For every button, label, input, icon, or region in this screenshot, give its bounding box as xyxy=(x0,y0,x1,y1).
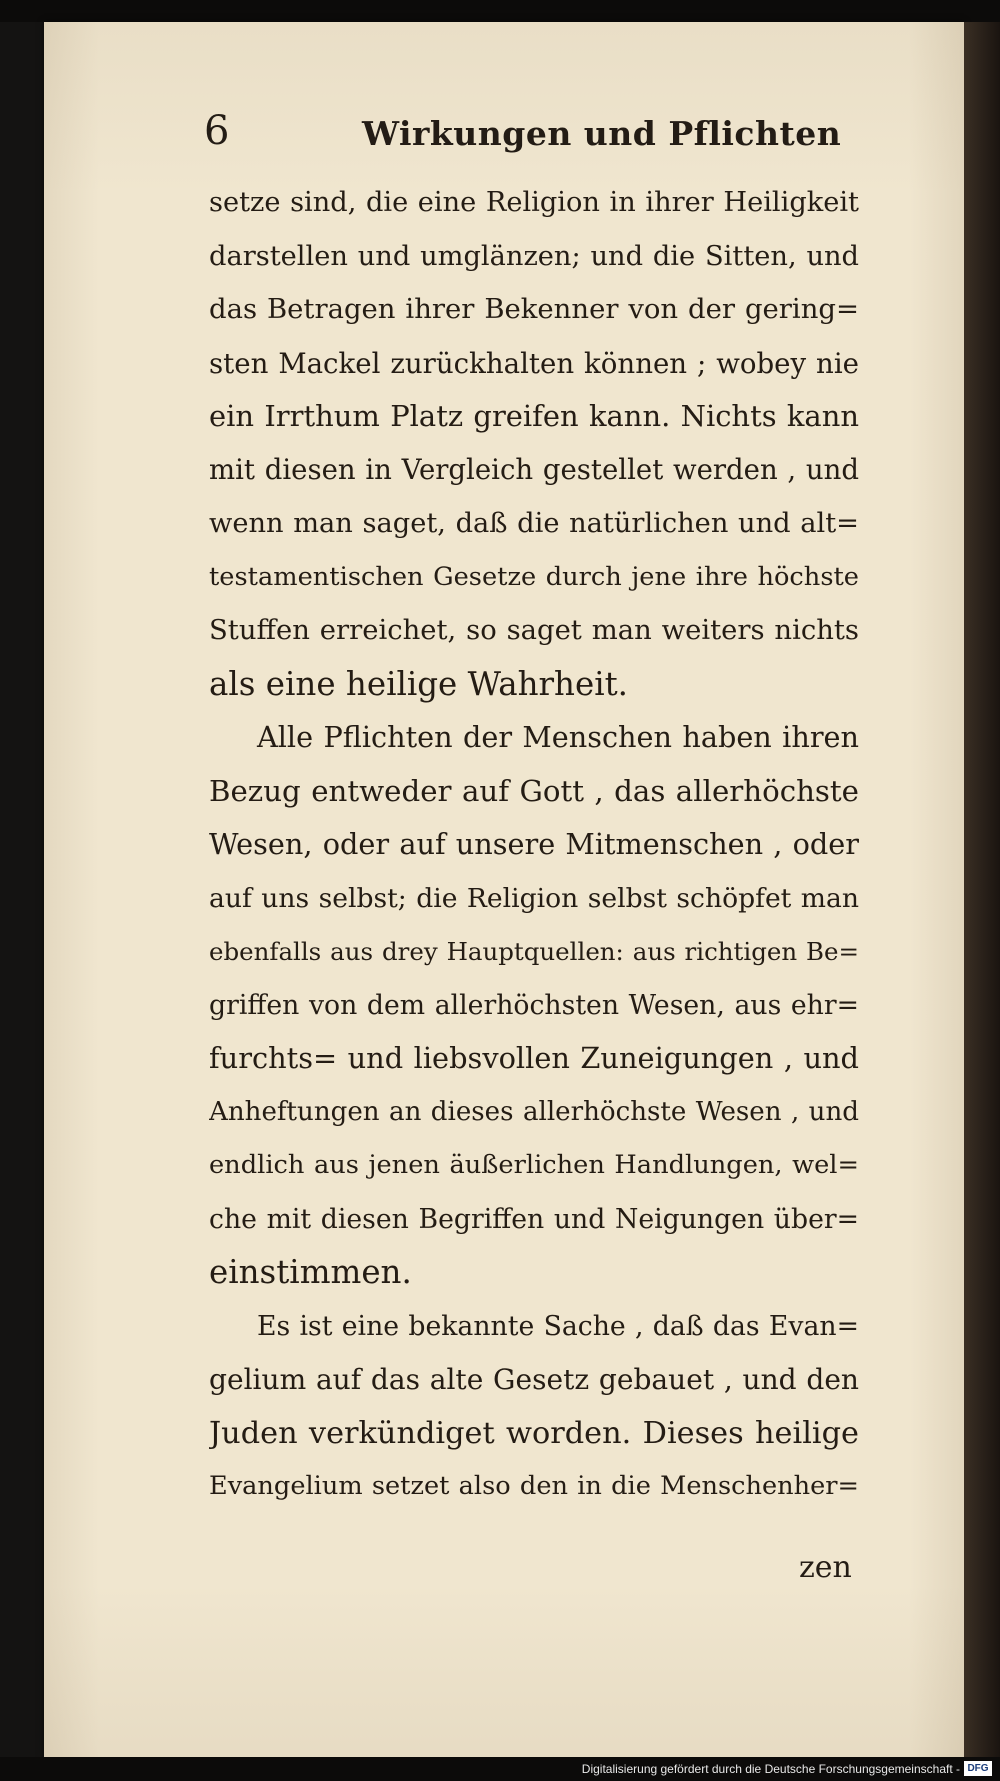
text-line: mit diesen in Vergleich gestellet werden , und xyxy=(209,453,859,486)
text-line: Juden verkündiget worden. Dieses heilige xyxy=(209,1415,859,1451)
text-line: auf uns selbst; die Religion selbst schöpfet man xyxy=(209,882,859,914)
text-line: einstimmen. xyxy=(209,1253,412,1291)
text-line: ebenfalls aus drey Hauptquellen: aus richtigen Be= xyxy=(209,937,859,966)
funding-credit: Digitalisierung gefördert durch die Deutsche Forschungsgemeinschaft - xyxy=(581,1762,960,1776)
scan-footer xyxy=(0,1757,1000,1781)
text-line: ein Irrthum Platz greifen kann. Nichts kann xyxy=(209,399,859,433)
body-text xyxy=(209,176,859,1514)
scan-top-border xyxy=(0,0,1000,22)
text-line: das Betragen ihrer Bekenner von der gering= xyxy=(209,293,859,325)
text-line: darstellen und umglänzen; und die Sitten, und xyxy=(209,240,859,272)
text-line: sten Mackel zurückhalten können ; wobey nie xyxy=(209,346,859,380)
text-line: gelium auf das alte Gesetz gebauet , und den xyxy=(209,1363,859,1396)
page-number: 6 xyxy=(204,108,230,154)
text-line: wenn man saget, daß die natürlichen und alt= xyxy=(209,508,859,539)
text-line: griffen von dem allerhöchsten Wesen, aus ehr= xyxy=(209,989,859,1021)
paragraph-2 xyxy=(209,711,859,1300)
text-line: testamentischen Gesetze durch jene ihre höchste xyxy=(209,561,859,592)
text-line: als eine heilige Wahrheit. xyxy=(209,664,628,703)
catchword: zen xyxy=(799,1550,852,1585)
text-line: setze sind, die eine Religion in ihrer Heiligkeit xyxy=(209,187,859,218)
text-line: Alle Pflichten der Menschen haben ihren xyxy=(257,720,859,754)
book-page xyxy=(44,22,964,1757)
paragraph-3 xyxy=(209,1300,859,1514)
paragraph-1 xyxy=(209,176,859,711)
text-line: Wesen, oder auf unsere Mitmenschen , oder xyxy=(209,827,859,861)
dfg-logo-icon: DFG xyxy=(964,1761,992,1776)
running-title: Wirkungen und Pflichten xyxy=(362,114,842,153)
text-line: Bezug entweder auf Gott , das allerhöchste xyxy=(209,773,859,808)
text-line: Stuffen erreichet, so saget man weiters nichts xyxy=(209,615,859,646)
text-line: Es ist eine bekannte Sache , daß das Evan= xyxy=(257,1310,859,1342)
page-header xyxy=(44,108,964,168)
text-line: Anheftungen an dieses allerhöchste Wesen , und xyxy=(209,1096,859,1127)
text-line: furchts= und liebsvollen Zuneigungen , und xyxy=(209,1041,859,1075)
text-line: che mit diesen Begriffen und Neigungen über= xyxy=(209,1203,859,1235)
text-line: Evangelium setzet also den in die Menschenher= xyxy=(209,1471,859,1501)
book-spine-edge xyxy=(964,22,1000,1757)
text-line: endlich aus jenen äußerlichen Handlungen, wel= xyxy=(209,1150,859,1180)
